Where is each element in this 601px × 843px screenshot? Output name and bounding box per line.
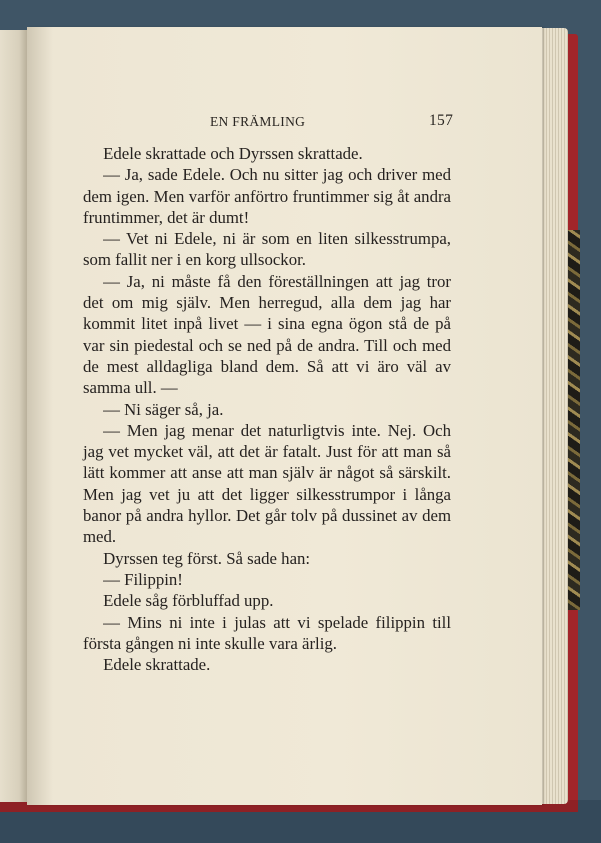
body-text [83,143,451,675]
paragraph: — Ja, ni måste få den föreställningen att jag tror det om mig själv. Men herregud, alla dem jag har kommit litet inpå livet — i sina egna ögon stå de på var sin piedestal och se ned på de andra. Till och med de mest alldagliga bland dem. Så att vi äro väl av samma ull. — [83,271,451,398]
book-page [27,27,542,805]
page-edges [538,28,568,804]
paragraph: — Mins ni inte i julas att vi spelade filippin till första gången ni inte skulle vara ärlig. [83,612,451,653]
running-head [27,114,542,134]
chapter-title: EN FRÄMLING [210,114,306,129]
paragraph: Edele skrattade och Dyrssen skrattade. [103,144,363,163]
paragraph: — Men jag menar det naturligtvis inte. Nej. Och jag vet mycket väl, att det är fatalt. Just för att man så lätt kommer att anse att man själv är något så särskilt. Men jag vet ju att det ligger silkesstrumpor i långa banor på andra hyllor. Det går tolv på dussinet av dem med. [83,420,451,547]
paragraph: Dyrssen teg först. Så sade han: [103,548,311,568]
paragraph: Edele såg förbluffad upp. [103,591,274,611]
paragraph: Edele skrattade. [103,655,211,675]
marbled-endpaper [566,230,580,610]
paragraph: — Ja, sade Edele. Och nu sitter jag och driver med dem igen. Men varför anförtro fruntimmer sig åt andra fruntimmer, det är dumt! [83,165,451,227]
facing-page-edge [0,30,27,802]
paragraph: — Ni säger så, ja. [103,399,224,419]
paragraph: — Filippin! [103,569,183,589]
page-number: 157 [429,112,454,129]
paragraph: — Vet ni Edele, ni är som en liten silkesstrumpa, som fallit ner i en korg ullsockor. [83,229,451,270]
